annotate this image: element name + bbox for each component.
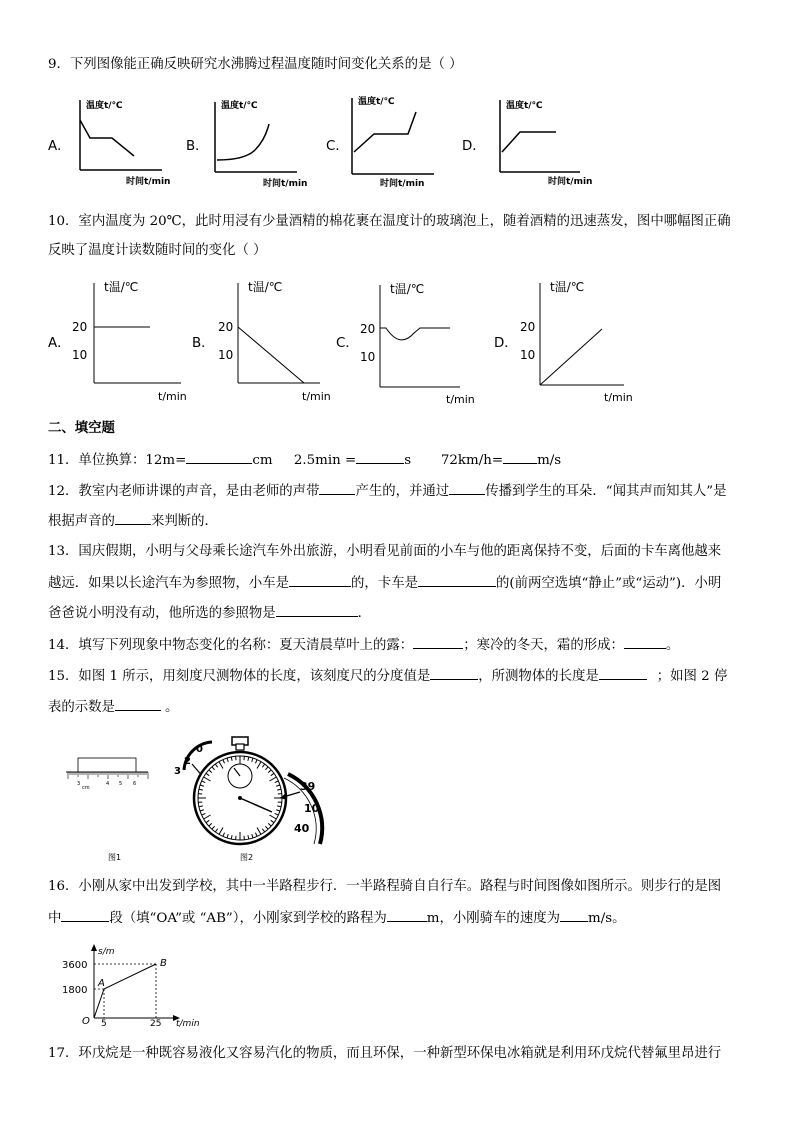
q9-b-xlabel: 时间t/min <box>263 179 308 189</box>
section-heading: 二、填空题 <box>48 421 115 436</box>
q12-blank-3[interactable] <box>115 512 151 525</box>
q13-blank-2[interactable] <box>418 574 496 587</box>
q9-option-c: C． <box>326 139 349 154</box>
stopwatch-figure <box>170 734 340 852</box>
q10-graph-b <box>210 275 340 403</box>
big-scale-39: 39 <box>300 780 316 793</box>
ruler-tick-4: 4 <box>106 781 110 787</box>
q10-graph-c <box>354 277 484 407</box>
q9-graph-b <box>205 94 325 189</box>
q11-blank-2[interactable] <box>356 451 404 464</box>
q14-c: 。 <box>665 638 680 653</box>
q10-graph-a <box>66 275 196 403</box>
q16-line1: 16．小刚从家中出发到学校，其中一半路程步行．一半路程骑自自行车。路程与时间图像如图所示。则步行的是图 <box>48 879 722 894</box>
q14-b: ；寒冷的冬天，霜的形成： <box>463 638 624 653</box>
q12-b: 产生的，并通过 <box>355 484 450 499</box>
q15-b: ，所测物体的长度是 <box>478 669 599 684</box>
q10-option-b: B． <box>192 336 215 351</box>
q16-line2 <box>48 909 625 928</box>
fig1-caption: 图1 <box>108 853 122 862</box>
q16-graph <box>58 942 218 1028</box>
q9-text: 9．下列图像能正确反映研究水沸腾过程温度随时间变化关系的是（ ） <box>48 57 463 72</box>
big-scale-10: 10 <box>304 802 320 815</box>
q9-graph-d <box>490 94 605 189</box>
q10-line1: 10．室内温度为 20℃，此时用浸有少量酒精的棉花裹在温度计的玻璃泡上，随着酒精的迅速蒸发，图中哪幅图正确 <box>48 214 731 229</box>
q15-blank-1[interactable] <box>430 667 478 680</box>
q9-a-ylabel: 温度t/℃ <box>86 101 123 111</box>
q16-point-a: A <box>98 978 105 989</box>
q11-c: s 72km/h= <box>404 453 504 468</box>
q10-a-tick20: 20 <box>72 320 88 334</box>
q11-d: m/s <box>537 453 562 468</box>
ruler-ticks <box>68 772 148 779</box>
q9-b-ylabel: 温度t/℃ <box>221 101 258 111</box>
q16-blank-2[interactable] <box>387 909 427 922</box>
q10-d-ylabel: t温/℃ <box>550 280 585 294</box>
q14-blank-1[interactable] <box>413 636 463 649</box>
q9-c-ylabel: 温度t/℃ <box>358 97 395 107</box>
q14 <box>48 636 679 655</box>
q15-e: 。 <box>164 700 179 715</box>
q13-blank-3[interactable] <box>276 604 358 617</box>
q9-graph-a <box>70 92 188 187</box>
q11-b: cm 2.5min = <box>252 453 357 468</box>
ruler-figure <box>62 755 152 795</box>
q15-line2 <box>48 698 178 717</box>
q9-d-xlabel: 时间t/min <box>548 177 593 187</box>
q16-x2: 25 <box>150 1019 162 1028</box>
ruler-unit: cm <box>82 785 90 791</box>
q16-blank-3[interactable] <box>560 909 588 922</box>
q9-d-ylabel: 温度t/℃ <box>506 101 543 111</box>
q13-line2 <box>48 574 721 593</box>
q16-xlabel: t/min <box>176 1019 200 1028</box>
q11-blank-3[interactable] <box>503 451 537 464</box>
ruler-tick-6: 6 <box>133 781 137 787</box>
q9-option-b: B． <box>186 139 209 154</box>
q14-blank-2[interactable] <box>624 636 666 649</box>
q13-d: 爸爸说小明没有动，他所选的参照物是 <box>48 606 276 621</box>
q14-a: 14．填写下列现象中物态变化的名称：夏天清晨草叶上的露： <box>48 638 414 653</box>
q12-d: 根据声音的 <box>48 514 115 529</box>
q10-c-ylabel: t温/℃ <box>390 282 425 296</box>
q16-blank-1[interactable] <box>61 909 109 922</box>
q12-a: 12．教室内老师讲课的声音，是由老师的声带 <box>48 484 320 499</box>
q10-d-xlabel: t/min <box>604 391 633 404</box>
q10-option-d: D． <box>494 336 518 351</box>
q10-d-tick20: 20 <box>520 320 536 334</box>
q12-line2 <box>48 512 218 531</box>
q13-c: 的(前两空选填“静止”或“运动”)．小明 <box>495 576 722 591</box>
small-scale-3: 3 <box>174 766 181 777</box>
q10-a-ylabel: t温/℃ <box>104 280 139 294</box>
q16-d: m/s。 <box>588 911 626 926</box>
q9-graph-c <box>342 92 467 190</box>
q9-a-xlabel: 时间t/min <box>126 177 171 187</box>
q12-blank-2[interactable] <box>449 482 485 495</box>
q12-blank-1[interactable] <box>319 482 355 495</box>
q17-line1: 17．环戊烷是一种既容易液化又容易汽化的物质，而且环保，一种新型环保电冰箱就是利用环戊烷代替氟里昂进行 <box>48 1046 722 1061</box>
q10-c-tick20: 20 <box>360 322 376 336</box>
q9-option-a: A． <box>48 139 71 154</box>
small-scale-0: 0 <box>196 744 203 755</box>
q11-a: 11．单位换算：12m= <box>48 453 187 468</box>
q16-c: m，小刚骑车的速度为 <box>426 911 560 926</box>
q11-blank-1[interactable] <box>186 451 252 464</box>
q13-line3 <box>48 604 371 623</box>
q15-c: ；如图 2 停 <box>656 669 728 684</box>
q10-a-xlabel: t/min <box>158 390 187 403</box>
q15-blank-3[interactable] <box>115 698 161 711</box>
big-scale-40: 40 <box>294 822 310 835</box>
q13-blank-1[interactable] <box>289 574 351 587</box>
q16-a: 中 <box>48 911 62 926</box>
q10-c-tick10: 10 <box>360 350 376 364</box>
ruler-tick-3: 3 <box>77 781 81 787</box>
q10-b-tick20: 20 <box>218 320 234 334</box>
q13-line1: 13．国庆假期，小明与父母乘长途汽车外出旅游，小明看见前面的小车与他的距离保持不变，后面的卡车离他越来 <box>48 544 722 559</box>
q16-y1: 3600 <box>62 960 88 971</box>
fig2-caption: 图2 <box>240 853 254 862</box>
q11 <box>48 451 561 470</box>
q13-a: 越远．如果以长途汽车为参照物，小车是 <box>48 576 290 591</box>
q10-d-tick10: 10 <box>520 348 536 362</box>
q10-c-xlabel: t/min <box>446 393 475 406</box>
q15-d: 表的示数是 <box>48 700 115 715</box>
q16-origin: O <box>82 1016 90 1027</box>
small-scale-2: 2 <box>184 756 191 767</box>
q16-x1: 5 <box>101 1019 107 1028</box>
q10-graph-d <box>512 275 642 405</box>
q16-y2: 1800 <box>62 985 88 996</box>
q16-b: 段（填“OA”或 “AB”），小刚家到学校的路程为 <box>109 911 387 926</box>
q10-b-xlabel: t/min <box>302 390 331 403</box>
q15-a: 15．如图 1 所示，用刻度尺测物体的长度，该刻度尺的分度值是 <box>48 669 431 684</box>
q12-line1 <box>48 482 727 501</box>
q16-ylabel: s/m <box>98 947 115 957</box>
q10-option-a: A． <box>48 336 71 351</box>
q13-b: 的，卡车是 <box>351 576 418 591</box>
q9-option-d: D． <box>462 139 486 154</box>
q15-line1 <box>48 667 727 686</box>
q10-line2: 反映了温度计读数随时间的变化（ ） <box>48 243 267 258</box>
q15-blank-2[interactable] <box>599 667 647 680</box>
q12-c: 传播到学生的耳朵．“闻其声而知其人”是 <box>485 484 727 499</box>
q10-b-ylabel: t温/℃ <box>248 280 283 294</box>
q10-option-c: C． <box>336 336 359 351</box>
q12-e: 来判断的． <box>150 514 218 529</box>
q10-a-tick10: 10 <box>72 348 88 362</box>
q10-b-tick10: 10 <box>218 348 234 362</box>
ruler-tick-5: 5 <box>119 781 123 787</box>
q13-e: ． <box>357 606 372 621</box>
q16-point-b: B <box>160 958 167 969</box>
q9-c-xlabel: 时间t/min <box>380 179 425 189</box>
